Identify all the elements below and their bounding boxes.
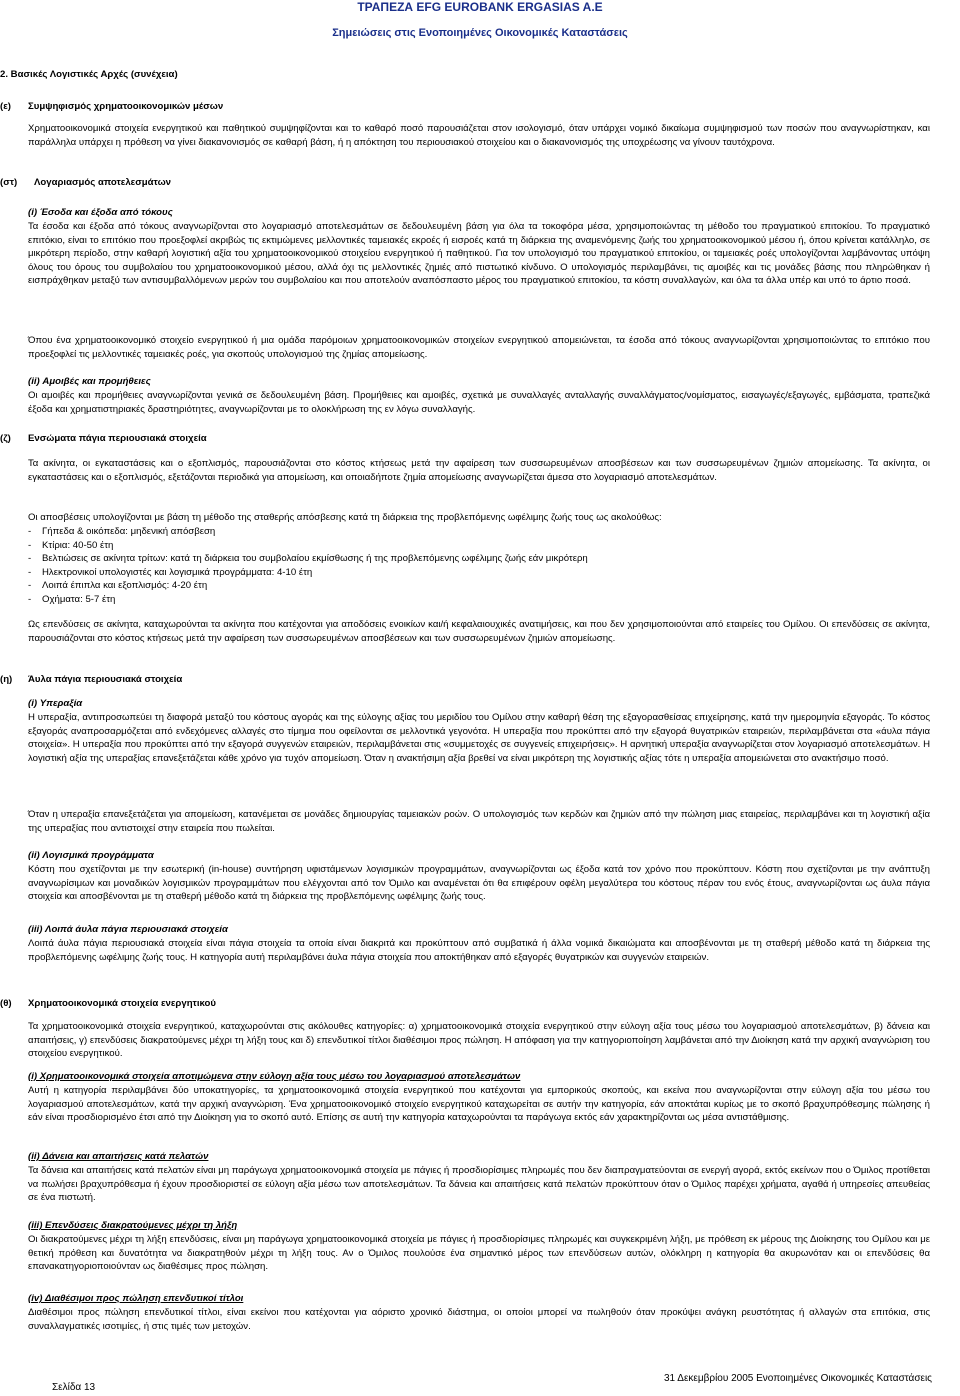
section-label-z: (ζ) [0,433,11,444]
section-title-z: Ενσώματα πάγια περιουσιακά στοιχεία [28,433,207,444]
list-item: - Γήπεδα & οικόπεδα: μηδενική απόσβεση [28,525,930,539]
list-item: - Βελτιώσεις σε ακίνητα τρίτων: κατά τη διάρκεια του συμβολαίου εκμίσθωσης ή της προβλεπόμενης ωφέλιμης ζωής εάν μικρότερη [28,552,930,566]
section-title-theta: Χρηματοοικονομικά στοιχεία ενεργητικού [28,998,216,1009]
paragraph: Οι διακρατούμενες μέχρι τη λήξη επενδύσεις, είναι μη παράγωγα χρηματοοικονομικά στοιχεία με πάγιες ή προσδιορίσιμες πληρωμές και συγκεκριμένη λήξη, με πρόθεση εκ μέρους της Διοίκησης του Ομίλου και με θετική πρόθεση και δυνατότητα να διακρατηθούν μέχρι τη λήξη τους. Αν ο Όμιλος πουλούσε ένα σημαντικό μέρος των επενδύσεων αυτών, ολόκληρη η κατηγορία θα ακυρωνόταν και οι επενδύσεις θα επανακατηγοριοποιούνταν ως διαθέσιμες προς πώληση. [28,1234,930,1273]
paragraph: Κόστη που σχετίζονται με την εσωτερική (in-house) συντήρηση υφιστάμενων λογισμικών προγραμμάτων, αναγνωρίζονται ως έξοδα κατά τον χρόνο που προκύπτουν. Κόστη που σχετίζονται με την ανάπτυξη αναγνωρίσιμων και μοναδικών λογισμικών προγραμμάτων που ελέγχονται από τον Όμιλο και αναμένεται ότι θα επιφέρουν οφέλη μεγαλύτερα του κόστους πέραν του ενός έτους, αναγνωρίζονται ως άυλα πάγια στοιχεία και αποσβένονται με τη σταθερή μέθοδο κατά τη διάρκεια της προβλεπόμενης ωφέλιμης ζωής τους. [28,864,930,903]
paragraph: Τα έσοδα και έξοδα από τόκους αναγνωρίζονται στο λογαριασμό αποτελεσμάτων σε δεδουλευμένη βάση για όλα τα τοκοφόρα μέσα, χρησιμοποιώντας τη μέθοδο του πραγματικού επιτοκίου. Το πραγματικό επιτόκιο, είναι το επιτόκιο που προεξοφλεί ακριβώς τις εκτιμώμενες μελλοντικές ταμειακές εκροές ή εισροές κατά τη διάρκεια της αναμενόμενης ζωής του χρηματοοικονομικού μέσου ή, όπου κρίνεται κατάλληλο, σε μικρότερη περίοδο, στην καθαρή λογιστική αξία του χρηματοοικονομικού στοιχείου ενεργητικού ή παθητικού. Για τον υπολογισμό του πραγματικού επιτοκίου, οι ταμειακές ροές υπολογίζονται λαμβάνοντας υπόψη όλους του όρους του συμβολαίου του χρηματοοικονομικού μέσου, αλλά όχι τις μελλοντικές ζημιές από πιστωτικό κίνδυνο. Ο υπολογισμός περιλαμβάνει, τις αμοιβές και τις μονάδες βάσης που πληρώθηκαν ή εισπράχθηκαν μεταξύ των αντισυμβαλλόμενων μερών του συμβολαίου και που αποτελούν αναπόσπαστο μέρος του πραγματικού επιτοκίου, τα κόστη συναλλαγών, και όλα τα άλλα υπέρ και υπό το άρτιο ποσά. [28,221,930,287]
page-number: Σελίδα 13 [52,1382,96,1393]
subsection-title: (ii) Αμοιβές και προμήθειες [28,376,151,387]
paragraph: Αυτή η κατηγορία περιλαμβάνει δύο υποκατηγορίες, τα χρηματοοικονομικά στοιχεία ενεργητικού που κατέχονται για εμπορικούς σκοπούς, και εκείνα που αναγνωρίζονται στην εύλογη αξία του μέσω του λογαριασμού αποτελεσμάτων, κατά την αρχική αναγνώριση. Ένα χρηματοοικονομικό στοιχείο ενεργητικού καταχωρείται σε αυτήν την κατηγορία, εάν αποκτάται κυρίως με το σκοπό βραχυπρόθεσμης πώλησης ή εάν είναι προσδιορισμένο έτσι από την Διοίκηση για το σκοπό αυτό. Επίσης σε αυτή την κατηγορία καταχωρούνται τα παράγωγα εκτός εάν χαρακτηρίζονται ως μέσα αντιστάθμισης. [28,1085,930,1124]
paragraph: Τα δάνεια και απαιτήσεις κατά πελατών είναι μη παράγωγα χρηματοοικονομικά στοιχεία με πάγιες ή προσδιορίσιμες πληρωμές που δεν διαπραγματεύονται σε ενεργή αγορά, εκτός εκείνων που ο Όμιλος προτίθεται να πωλήσει βραχυπρόθεσμα ή έχουν προσδιοριστεί σε εύλογη αξία μέσω των αποτελεσμάτων. Τα δάνεια και απαιτήσεις κατά πελατών προκύπτουν όταν ο Όμιλος παρέχει χρήματα, αγαθά ή υπηρεσίες απευθείας σε ένα πιστωτή. [28,1165,930,1204]
subsection-title: (ii) Λογισμικά προγράμματα [28,850,154,861]
paragraph: Όταν η υπεραξία επανεξετάζεται για απομείωση, κατανέμεται σε μονάδες δημιουργίας ταμειακών ροών. Ο υπολογισμός των κερδών και ζημιών από την πώληση μιας εταιρείας, περιλαμβάνει και τη λογιστική αξία της υπεραξίας που αντιστοιχεί στην εταιρεία που πωλείται. [28,809,930,834]
paragraph: Τα χρηματοοικονομικά στοιχεία ενεργητικού, καταχωρούνται στις ακόλουθες κατηγορίες: α) χρηματοοικονομικά στοιχεία ενεργητικού στην εύλογη αξία τους μέσω του λογαριασμού αποτελεσμάτων, β) δάνεια και απαιτήσεις, γ) επενδύσεις διακρατούμενες μέχρι τη λήξη τους και δ) επενδυτικοί τίτλοι διαθέσιμοι προς πώληση. Η απόφαση για την κατηγοριοποίηση λαμβάνεται από την Διοίκηση κατά την αρχική αναγνώριση του στοιχείου ενεργητικού. [28,1021,930,1060]
paragraph: Λοιπά άυλα πάγια περιουσιακά στοιχεία είναι πάγια στοιχεία τα οποία είναι διακριτά και προκύπτουν από συμβατικά ή άλλα νομικά δικαιώματα και αποσβένονται με τη σταθερή μέθοδο κατά τη διάρκεια της προβλεπόμενης ωφέλιμης ζωής τους. Η κατηγορία αυτή περιλαμβάνει άυλα πάγια στοιχεία που αποκτήθηκαν από εξαγορές θυγατρικών και συγγενών εταιρειών. [28,938,930,963]
list-item: - Οχήματα: 5-7 έτη [28,593,930,607]
subsection-title: (i) Έσοδα και έξοδα από τόκους [28,207,173,218]
footer-date: 31 Δεκεμβρίου 2005 Ενοποιημένες Οικονομικές Καταστάσεις [663,1373,932,1384]
paragraph: Χρηματοοικονομικά στοιχεία ενεργητικού και παθητικού συμψηφίζονται και το καθαρό ποσό παρουσιάζεται στον ισολογισμό, όταν υπάρχει νομικό δικαίωμα συμψηφισμού των ποσών που αναγνωρίστηκαν, και παράλληλα υπάρχει η πρόθεση να γίνει διακανονισμός σε καθαρή βάση, ή η απόκτηση του περιουσιακού στοιχείου και ο διακανονισμός της υποχρέωσης να γίνουν ταυτόχρονα. [28,123,930,148]
company-header: ΤΡΑΠΕΖΑ EFG EUROBANK ERGASIAS A.E [357,0,603,14]
subsection-title: (i) Υπεραξία [28,698,83,709]
section-title-st: Λογαριασμός αποτελεσμάτων [34,177,172,188]
subsection-title: (iii) Λοιπά άυλα πάγια περιουσιακά στοιχεία [28,924,228,935]
list-item: - Λοιπά έπιπλα και εξοπλισμός: 4-20 έτη [28,579,930,593]
section-title-e: Συμψηφισμός χρηματοοικονομικών μέσων [28,101,224,112]
subsection-title: (ii) Δάνεια και απαιτήσεις κατά πελατών [28,1151,209,1162]
paragraph: Οι αμοιβές και προμήθειες αναγνωρίζονται γενικά σε δεδουλευμένη βάση. Προμήθειες και αμοιβές, σχετικά με συναλλαγές ανταλλαγής συναλλάγματος/νομίσματος, εισαγωγές/εξαγωγές, εμβάσματα, τραπεζικά έξοδα και χρηματιστηριακές δραστηριότητες, αναγνωρίζονται με το ολοκλήρωση της εν λόγω συναλλαγής. [28,390,930,415]
section-label-e: (ε) [0,101,11,112]
paragraph: Διαθέσιμοι προς πώληση επενδυτικοί τίτλοι, είναι εκείνοι που κατέχονται για αόριστο χρονικό διάστημα, οι οποίοι μπορεί να πωληθούν όταν προκύψει ανάγκη ρευστότητας ή αλλαγών στα επιτόκια, στις συναλλαγματικές ισοτιμίες, ή στις τιμές των μετοχών. [28,1307,930,1332]
section-title-eta: Άυλα πάγια περιουσιακά στοιχεία [28,674,183,685]
section-label-st: (στ) [0,177,18,188]
paragraph: Οι αποσβέσεις υπολογίζονται με βάση τη μέθοδο της σταθερής απόσβεσης κατά τη διάρκεια της προβλεπόμενης ωφέλιμης ζωής τους ως ακολούθως: [28,512,662,523]
depreciation-list [28,525,930,607]
paragraph: Όπου ένα χρηματοοικονομικό στοιχείο ενεργητικού ή μια ομάδα παρόμοιων χρηματοοικονομικών στοιχείων ενεργητικού απομειώνεται, τα έσοδα από τόκους αναγνωρίζονται χρησιμοποιώντας το επιτόκιο που προεξοφλεί τις μελλοντικές ταμειακές ροές, για σκοπούς υπολογισμού της ζημίας απομείωσης. [28,335,930,360]
paragraph: Ως επενδύσεις σε ακίνητα, καταχωρούνται τα ακίνητα που κατέχονται για αποδόσεις ενοικίων και/ή κεφαλαιουχικές ανατιμήσεις, και που δεν χρησιμοποιούνται από εταιρείες του Ομίλου. Οι επενδύσεις σε ακίνητα, παρουσιάζονται στο κόστος κτήσεως μετά την αφαίρεση των συσσωρευμένων αποσβέσεων και των συσσωρευμένων ζημιών απομείωσης. [28,619,930,644]
section-label-theta: (θ) [0,998,12,1009]
list-item: - Ηλεκτρονικοί υπολογιστές και λογισμικά προγράμματα: 4-10 έτη [28,566,930,580]
list-item: - Κτίρια: 40-50 έτη [28,539,930,553]
section-label-eta: (η) [0,674,13,685]
paragraph: Τα ακίνητα, οι εγκαταστάσεις και ο εξοπλισμός, παρουσιάζονται στο κόστος κτήσεως μετά την αφαίρεση των συσσωρευμένων αποσβέσεων και των συσσωρευμένων ζημιών απομείωσης. Τα ακίνητα, οι εγκαταστάσεις και ο εξοπλισμός, εξετάζονται περιοδικά για απομείωση, και οποιαδήποτε ζημία απομείωσης αναγνωρίζεται άμεσα στο λογαριασμό αποτελεσμάτων. [28,458,930,483]
subsection-title: (i) Χρηματοοικονομικά στοιχεία αποτιμώμενα στην εύλογη αξία τους μέσω του λογαριασμού αποτελεσμάτων [28,1071,521,1082]
paragraph: Η υπεραξία, αντιπροσωπεύει τη διαφορά μεταξύ του κόστους αγοράς και της εύλογης αξίας του μεριδίου του Ομίλου στην καθαρή θέση της εξαγορασθείσας επιχείρησης, κατά την ημερομηνία εξαγοράς. Το κόστος εξαγοράς αναπροσαρμόζεται από ενδεχόμενες αλλαγές στο τίμημα που οφείλονται σε μελλοντικά γεγονότα. Η υπεραξία που προκύπτει από την εξαγορά θυγατρικών εταιρειών, περιλαμβάνεται στα «άυλα πάγια στοιχεία». Η υπεραξία που προκύπτει από την εξαγορά συγγενών εταιρειών, περιλαμβάνεται στις «συμμετοχές σε συγγενείς επιχειρήσεις». Η αρνητική υπεραξία αναγνωρίζεται στον λογαριασμό αποτελεσμάτων. Η λογιστική αξία της υπεραξίας επανεξετάζεται κάθε χρόνο για τυχόν απομείωση. Όταν η ανακτήσιμη αξία βρεθεί να είναι μικρότερη της λογιστικής αξίας τότε η υπεραξία απομειώνεται στο ανακτήσιμο ποσό. [28,712,930,764]
subsection-title: (iii) Επενδύσεις διακρατούμενες μέχρι τη λήξη [28,1220,238,1231]
subsection-title: (iv) Διαθέσιμοι προς πώληση επενδυτικοί τίτλοι [28,1293,244,1304]
section-heading: 2. Βασικές Λογιστικές Αρχές (συνέχεια) [0,69,178,80]
document-subtitle: Σημειώσεις στις Ενοποιημένες Οικονομικές Καταστάσεις [332,27,628,39]
